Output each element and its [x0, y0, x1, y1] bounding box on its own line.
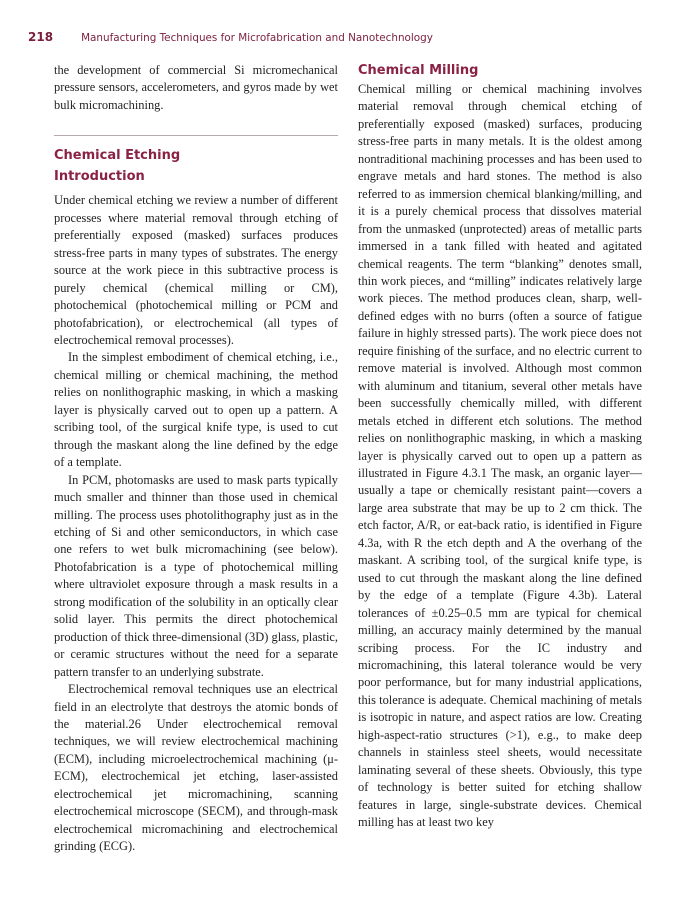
body-paragraph: In PCM, photomasks are used to mask parts typically much smaller and thinner than those used in chemical milling. The process uses photolithography just as in the etching of Si and other semiconductors, in which case one refers to wet bulk micromachining (see below). Photofabrication is a type of photochemical milling where ultraviolet exposure through a mask results in a strong modification of the solubility in an optically clear solid layer. This permits the direct photochemical production of thick three-dimensional (3D) glass, plastic, or ceramic structures without the need for a separate pattern transfer to an underlying substrate.	[54, 472, 338, 679]
section-heading-chemical-milling: Chemical Milling	[358, 63, 479, 78]
intro-paragraph: the development of commercial Si micromechanical pressure sensors, accelerometers, and gyros made by wet bulk micromachining.	[54, 63, 338, 112]
page-header	[28, 30, 433, 48]
page-number: 218	[28, 30, 54, 44]
running-title: Manufacturing Techniques for Microfabrication and Nanotechnology	[81, 32, 433, 44]
body-paragraph: Electrochemical removal techniques use an electrical field in an electrolyte that destroys the atomic bonds of the material.26 Under electrochemical removal techniques, we will review electrochemical machining (ECM), including microelectrochemical machining (μ-ECM), electrochemical jet etching, laser-assisted electrochemical jet micromachining, scanning electrochemical microscope (SECM), and through-mask electrochemical micromachining and electrochemical grinding (ECG).	[54, 682, 338, 854]
right-column	[358, 62, 642, 831]
subsection-heading-introduction: Introduction	[54, 169, 145, 185]
section-divider	[54, 135, 338, 136]
section-heading-chemical-etching: Chemical Etching	[54, 148, 181, 164]
body-paragraph: In the simplest embodiment of chemical etching, i.e., chemical milling or chemical machining, the method relies on nonlithographic masking, in which a masking layer is physically carved out to open up a pattern. A scribing tool, of the surgical knife type, is used to cut through the maskant along the line defined by the edge of a template.	[54, 350, 338, 470]
left-column	[54, 62, 338, 856]
body-paragraph: Chemical milling or chemical machining involves material removal through chemical etching of preferentially exposed (masked) surfaces, producing stress-free parts in many metals. It is the oldest among nontraditional machining processes and has been used to engrave metals and hard stones. The method is also referred to as immersion chemical blanking/milling, and it is a purely chemical process that dissolves material from the unmasked (unprotected) areas of metallic parts immersed in a tank filled with heated and agitated chemical reagents. The term “blanking” denotes small, thin work pieces, and “milling” indicates relatively large work pieces. The method produces clean, sharp, well-defined edges with no burrs (often a source of fatigue failure in highly stressed parts). The work piece does not require finishing of the surface, and no electric current to remove material is involved. Although most common with aluminum and titanium, several other metals have been successfully chemically milled, with different metals etched in different etch solutions. The method relies on nonlithographic masking, in which a masking layer is physically carved out to open up a pattern as illustrated in Figure 4.3.1 The mask, an organic layer—usually a tape or chemically resistant paint—covers a large area substrate that may be up to 2 cm thick. The etch factor, A/R, or eat-back ratio, is identified in Figure 4.3a, with R the etch depth and A the overhang of the maskant. A scribing tool, of the surgical knife type, is used to cut through the maskant along the line defined by the edge of a template (Figure 4.3b). Lateral tolerances of ±0.25–0.5 mm are typical for chemical milling, an accuracy mainly determined by the manual scribing process. For the IC industry and micromachining, this lateral tolerance would be very poor performance, but for many industrial applications, this tolerance is adequate. Chemical machining of metals is isotropic in nature, and aspect ratios are low. Creating high-aspect-ratio structures (>1), e.g., to make deep channels in stainless steel sheets, would necessitate laminating several of these sheets. Obviously, this type of technology is better suited for etching shallow features in large, single-substrate devices. Chemical milling has at least two key	[358, 82, 642, 830]
body-paragraph: Under chemical etching we review a number of different processes where material removal through etching of preferentially exposed (masked) surfaces produces stress-free parts in many types of substrates. The energy source at the work piece in this subtractive process is purely chemical (chemical milling or CM), photochemical (photochemical milling or PCM and photofabrication), or electrochemical (all types of electrochemical removal processes).	[54, 193, 338, 347]
